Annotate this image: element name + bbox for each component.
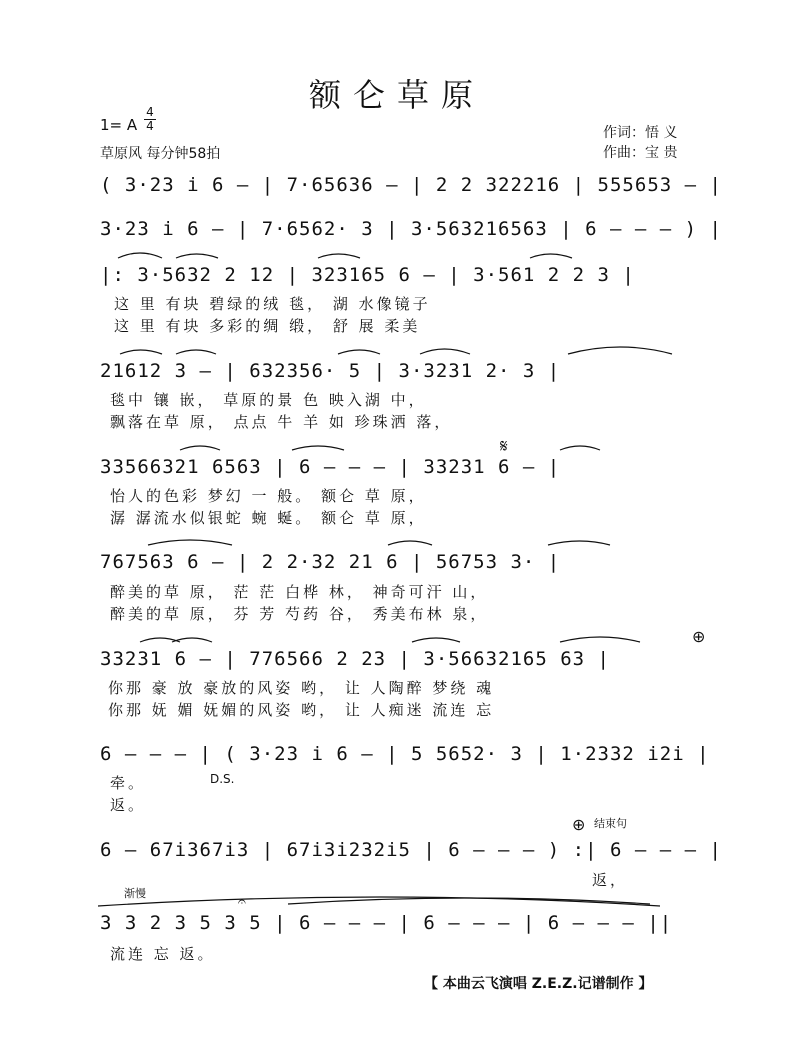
time-signature-top: 4 [146,105,154,119]
lyric-verse-1: 你那 豪 放 豪放的风姿 哟， 让 人陶醉 梦绕 魂 [108,679,495,697]
slur-mark [412,638,460,642]
ds-mark: D.S. [210,772,235,786]
notation-line: 6 – – – | ( 3·23 i 6 – | 5 5652· 3 | 1·2332 i2i | [100,743,710,765]
composer-credit: 作曲：宝 贵 [603,145,678,161]
notation-line: 767563 6 – | 2 2·32 21 6 | 56753 3· | [100,551,561,573]
slur-mark [118,253,162,258]
slur-mark [176,254,218,258]
tempo-marking: 草原风 每分钟58拍 [100,146,221,162]
slur-mark [180,446,220,450]
lyric-final: 流连 忘 返。 [110,945,216,963]
lyric-verse-1: 毯中 镶 嵌， 草原的景 色 映入湖 中， [110,391,427,409]
notation-line: 33566321 6563 | 6 – – – | 33231 6 – | [100,456,561,478]
lyric-verse-1: 牵。 [110,774,147,792]
ending-label: 结束句 [594,817,627,830]
lyric-verse-2: 飘落在草 原， 点点 牛 羊 如 珍珠洒 落， [110,413,453,431]
key-signature: 1= A [100,116,138,134]
notation-line: 21612 3 – | 632356· 5 | 3·3231 2· 3 | [100,360,561,382]
slur-mark [560,637,640,642]
slur-mark [292,446,344,450]
lyric-verse-2: 醉美的草 原， 芬 芳 芍药 谷， 秀美布林 泉， [110,605,489,623]
slur-mark [560,446,600,450]
slur-mark [172,638,212,642]
lyric-ending: 返， [592,871,629,889]
slur-mark [140,638,180,642]
lyric-verse-1: 怡人的色彩 梦幻 一 般。 额仑 草 原， [110,487,427,505]
lyric-verse-2: 这 里 有块 多彩的绸 缎， 舒 展 柔美 [114,317,421,335]
slur-mark [318,254,360,258]
notation-line: |: 3·5632 2 12 | 323165 6 – | 3·561 2 2 3 | [100,264,635,286]
lyric-verse-1: 这 里 有块 碧绿的绒 毯， 湖 水像镜子 [114,295,431,313]
notation-line: 6 – 67i367i3 | 67i3i232i5 | 6 – – – ) :| 6 – – – | [100,839,722,861]
slur-mark [98,897,660,906]
segno-mark: 𝄋 [500,436,508,457]
lyric-verse-1: 醉美的草 原， 茫 茫 白桦 林， 神奇可汗 山， [110,583,489,601]
song-title: 额仑草原 [308,76,485,114]
slow-label: 渐慢 [124,887,146,900]
slur-mark [148,540,232,545]
notation-line: 3·23 i 6 – | 7·6562· 3 | 3·563216563 | 6 – – – ) | [100,218,722,240]
slur-mark [420,349,470,354]
fermata-mark: 𝄐 [238,894,246,910]
lyricist-credit: 作词：悟 义 [603,125,678,141]
coda-mark: ⊕ [692,627,706,646]
lyric-verse-2: 潺 潺流水似银蛇 蜿 蜒。 额仑 草 原， [110,509,427,527]
notation-line: 33231 6 – | 776566 2 23 | 3·56632165 63 | [100,648,610,670]
notation-line: 3 3 2 3 5 3 5 | 6 – – – | 6 – – – | 6 – – – || [100,912,673,934]
slur-mark [120,350,162,354]
slur-mark [568,347,672,354]
slur-mark [530,254,572,258]
time-signature-bottom: 4 [144,119,156,133]
slur-mark [176,350,216,354]
notation-line: ( 3·23 i 6 – | 7·65636 – | 2 2 322216 | 555653 – | [100,174,722,196]
slur-mark [388,541,432,545]
lyric-verse-2: 你那 妩 媚 妩媚的风姿 哟， 让 人痴迷 流连 忘 [108,701,495,719]
slur-mark [338,350,380,354]
time-signature [144,106,156,133]
lyric-verse-2: 返。 [110,796,147,814]
coda-mark: ⊕ [572,815,586,834]
slur-mark [288,898,650,904]
slur-mark [548,541,610,545]
footer-credit: 【 本曲云飞演唱 Z.E.Z.记谱制作 】 [424,976,653,992]
